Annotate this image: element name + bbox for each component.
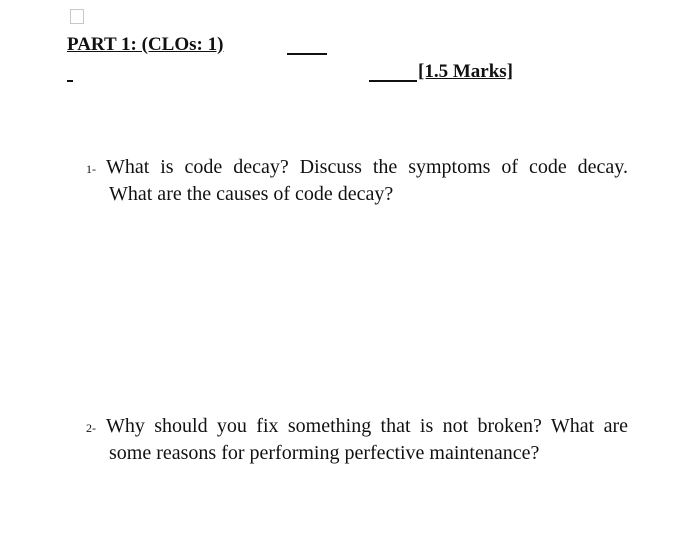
question-text-continued: What are the causes of code decay? [109, 183, 394, 205]
question-2 [86, 414, 646, 466]
question-line [86, 155, 646, 182]
part-title: PART 1: (CLOs: 1) [67, 34, 224, 55]
question-line [86, 414, 646, 441]
question-1 [86, 155, 646, 207]
blank-line [369, 80, 417, 82]
question-text-continued: some reasons for performing perfective maintenance? [109, 442, 540, 464]
blank-line [287, 53, 327, 55]
question-number: 1- [86, 162, 96, 176]
question-text: What is code decay? Discuss the symptoms of code decay. [106, 156, 628, 178]
marks-label: [1.5 Marks] [418, 61, 513, 82]
blank-line [67, 80, 73, 82]
checkbox-icon[interactable] [70, 9, 84, 24]
question-text: Why should you fix something that is not broken? What are [106, 415, 628, 437]
question-number: 2- [86, 421, 96, 435]
